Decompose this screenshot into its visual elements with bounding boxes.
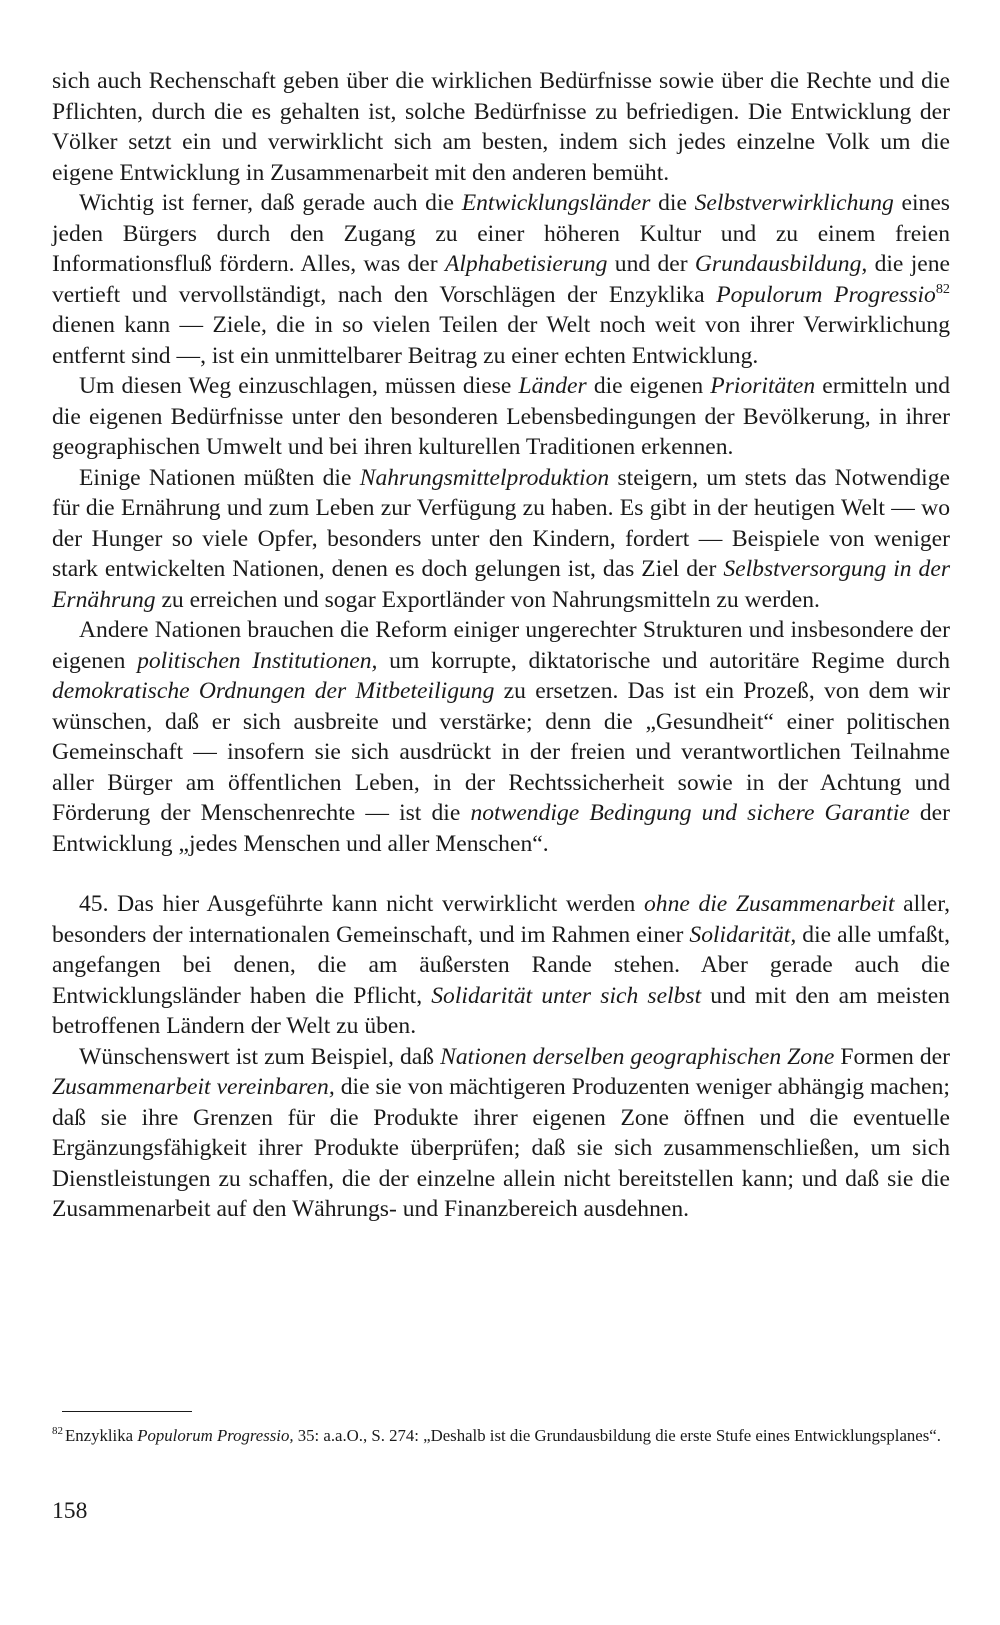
text-run: die alle umfaßt, angefangen bei denen, die am äußersten Rande stehen. Aber gerade auch die Entwicklungsländer haben die Pflicht, <box>52 921 950 1009</box>
footnote-mark: 82 <box>52 1425 63 1438</box>
footnote <box>52 1425 950 1446</box>
footnote-reference: 82 <box>935 280 950 297</box>
text-run: der Entwicklung „jedes Menschen und aller Menschen“. <box>52 800 950 857</box>
text-run: 35: a.a.O., S. 274: „Deshalb ist die Grundausbildung die erste Stufe eines Entwicklungsplanes“. <box>293 1426 941 1445</box>
paragraph <box>52 371 950 463</box>
text-run: zu erreichen und sogar Exportländer von Nahrungsmitteln zu werden. <box>155 586 820 613</box>
text-run: zu ersetzen. Das ist ein Prozeß, von dem wir wünschen, daß er sich ausbreite und verstärke; denn die „Gesundheit“ einer politischen Gemeinschaft — insofern sie sich ausdrückt in der freien und verantwortlichen Teilnahme aller Bürger am öffentlichen Leben, in der Rechtssicherheit sowie in der Achtung und Förderung der Menschenrechte — ist die <box>52 678 951 826</box>
emphasis: Prioritäten <box>710 373 816 399</box>
emphasis: notwendige Bedingung und sichere Garantie <box>470 800 910 826</box>
footnote-rule <box>62 1411 192 1412</box>
text-run: Wichtig ist ferner, daß gerade auch die <box>79 190 462 216</box>
emphasis: Populorum Progressio <box>716 281 936 308</box>
paragraph <box>52 1042 950 1225</box>
footnote-text <box>65 1426 941 1445</box>
paragraph <box>52 66 950 188</box>
emphasis: Länder <box>518 373 587 399</box>
text-run: Einige Nationen müßten die <box>79 464 360 491</box>
emphasis: Solidarität, <box>689 921 797 948</box>
emphasis: ohne die Zusammenarbeit <box>643 891 895 917</box>
body-text <box>52 66 950 1225</box>
text-run: und der <box>607 251 695 277</box>
text-run: die eigenen <box>586 373 711 399</box>
page-number: 158 <box>52 1498 88 1524</box>
emphasis: demokratische Ordnungen der Mitbeteiligung <box>52 678 495 704</box>
text-run: die jene vertieft und vervollständigt, nach den Vorschlägen der Enzyklika <box>52 251 951 308</box>
text-run: die sie von mächtigeren Produzenten weniger abhängig machen; daß sie ihre Grenzen für die Produkte ihrer eigenen Zone öffnen und die eventuelle Ergänzungsfähigkeit ihrer Produkte überprüfen; daß sie sich zusammenschließen, um sich Dienstleistungen zu schaffen, die der einzelne allein nicht bereitstellen kann; und daß sie die Zusammenarbeit auf den Währungs- und Finanzbereich ausdehnen. <box>52 1074 950 1222</box>
emphasis: politischen Institutionen, <box>137 647 378 674</box>
emphasis: Zusammenarbeit vereinbaren, <box>52 1074 335 1100</box>
paragraph <box>52 615 950 859</box>
section-paragraph <box>52 889 950 1042</box>
text-run: und mit den am meisten betroffenen Ländern der Welt zu üben. <box>52 982 950 1039</box>
text-run: Enzyklika <box>65 1426 138 1445</box>
emphasis: Selbstversorgung in der Ernährung <box>52 556 951 613</box>
text-run: aller, besonders der internationalen Gemeinschaft, und im Rahmen einer <box>52 891 951 948</box>
paragraph <box>52 463 950 616</box>
text-run: steigern, um stets das Notwendige für die Ernährung und zum Leben zur Verfügung zu haben. Es gibt in der heutigen Welt — wo der Hunger so viele Opfer, besonders unter den Kindern, fordert — Beispiele von weniger stark entwickelten Nationen, denen es doch gelungen ist, das Ziel der <box>52 464 950 582</box>
emphasis: Populorum Progressio, <box>137 1426 294 1445</box>
text-run: eines jeden Bürgers durch den Zugang zu einer höheren Kultur und zu einem freien Informationsfluß fördern. Alles, was der <box>52 190 950 277</box>
emphasis: Entwicklungsländer <box>461 190 651 216</box>
emphasis: Solidarität unter sich selbst <box>431 982 702 1009</box>
text-run: Andere Nationen brauchen die Reform einiger ungerechter Strukturen und insbesondere der eigenen <box>52 617 950 674</box>
text-run: Formen der <box>834 1043 950 1070</box>
text-run: die <box>650 190 695 216</box>
emphasis: Nationen derselben geographischen Zone <box>440 1043 835 1070</box>
text-run: ermitteln und die eigenen Bedürfnisse unter den besonderen Lebensbedingungen der Bevölkerung, in ihrer geographischen Umwelt und bei ihren kulturellen Traditionen erkennen. <box>52 373 950 460</box>
text-run: Das hier Ausgeführte kann nicht verwirklicht werden <box>108 891 644 917</box>
emphasis: Grundausbildung, <box>694 251 868 277</box>
emphasis: Nahrungsmittelproduktion <box>359 464 610 491</box>
section-number: 45. <box>79 891 109 917</box>
text-run: Um diesen Weg einzuschlagen, müssen diese <box>79 373 519 399</box>
paragraph <box>52 188 950 371</box>
text-run: sich auch Rechenschaft geben über die wirklichen Bedürfnisse sowie über die Rechte und die Pflichten, durch die es gehalten ist, solche Bedürfnisse zu befriedigen. Die Entwicklung der Völker setzt ein und verwirklicht sich am besten, indem sich jedes einzelne Volk um die eigene Entwicklung in Zusammenarbeit mit den anderen bemüht. <box>52 68 950 186</box>
emphasis: Alphabetisierung <box>444 251 608 277</box>
text-run: dienen kann — Ziele, die in so vielen Teilen der Welt noch weit von ihrer Verwirklichung entfernt sind —, ist ein unmittelbarer Beitrag zu einer echten Entwicklung. <box>52 312 950 369</box>
text-run: um korrupte, diktatorische und autoritäre Regime durch <box>377 647 951 674</box>
text-run: Wünschenswert ist zum Beispiel, daß <box>79 1043 441 1070</box>
emphasis: Selbstverwirklichung <box>694 190 894 216</box>
